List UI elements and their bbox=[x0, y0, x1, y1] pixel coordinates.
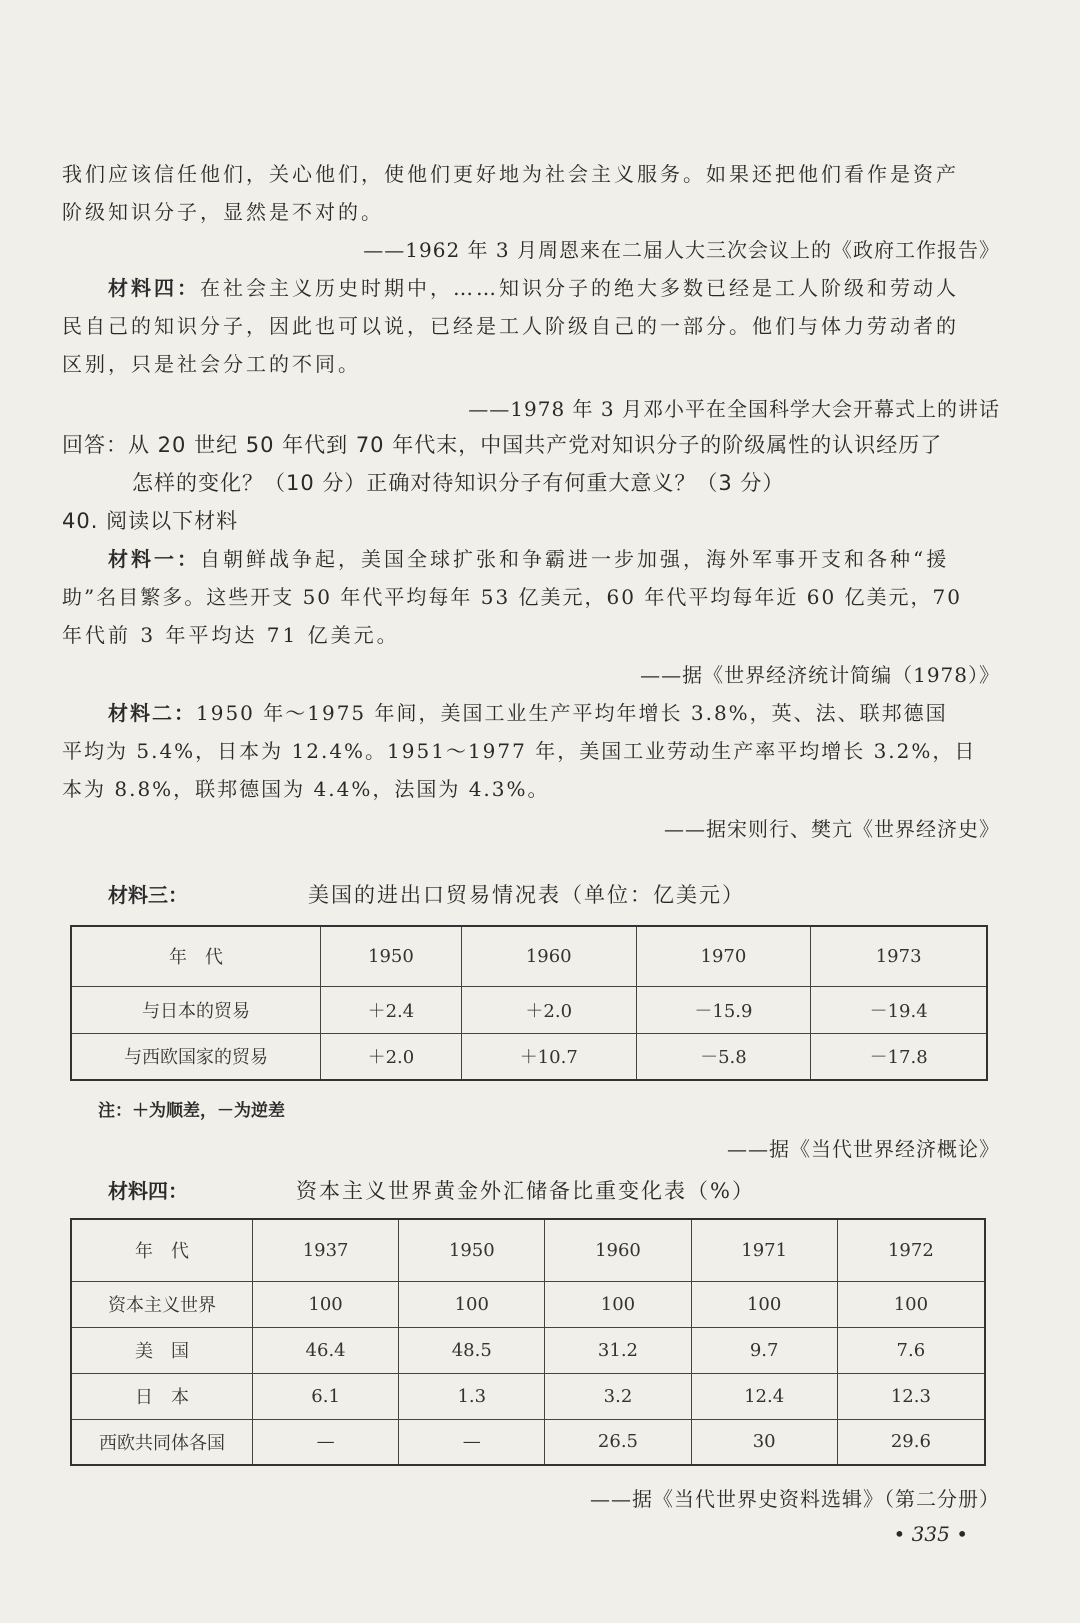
material-one-paragraph bbox=[108, 540, 1000, 578]
table-header-cell: 1950 bbox=[321, 926, 462, 986]
reserve-table bbox=[70, 1218, 986, 1466]
table-cell: 100 bbox=[399, 1281, 545, 1327]
table-row bbox=[71, 1419, 985, 1465]
table-header-cell: 1960 bbox=[461, 926, 636, 986]
table-header-cell: 1973 bbox=[811, 926, 987, 986]
table-cell: 46.4 bbox=[253, 1327, 399, 1373]
table-row bbox=[71, 1327, 985, 1373]
table-row bbox=[71, 1373, 985, 1419]
paragraph-line: 自朝鲜战争起，美国全球扩张和争霸进一步加强，海外军事开支和各种“援 bbox=[200, 547, 950, 571]
table-cell: ＋2.0 bbox=[461, 986, 636, 1033]
table-cell: 100 bbox=[691, 1281, 837, 1327]
table-cell: 与日本的贸易 bbox=[71, 986, 321, 1033]
table-cell: 100 bbox=[253, 1281, 399, 1327]
table-header-cell: 1971 bbox=[691, 1219, 837, 1281]
source-citation: ——据《当代世界史资料选辑》（第二分册） bbox=[590, 1487, 1000, 1511]
table-cell: ＋10.7 bbox=[461, 1033, 636, 1080]
material-two-paragraph bbox=[108, 694, 1000, 732]
material-four-paragraph bbox=[108, 269, 1000, 307]
table-cell: 3.2 bbox=[545, 1373, 691, 1419]
table-cell: －5.8 bbox=[636, 1033, 811, 1080]
page-number: • 335 • bbox=[893, 1522, 968, 1546]
table-cell: 48.5 bbox=[399, 1327, 545, 1373]
table-header-cell: 1970 bbox=[636, 926, 811, 986]
table-header-cell: 1937 bbox=[253, 1219, 399, 1281]
table-cell: 日 本 bbox=[71, 1373, 253, 1419]
paragraph-line: 在社会主义历史时期中，……知识分子的绝大多数已经是工人阶级和劳动人 bbox=[200, 276, 959, 300]
table-cell: 100 bbox=[545, 1281, 691, 1327]
table-cell: －15.9 bbox=[636, 986, 811, 1033]
material-label: 材料一： bbox=[108, 547, 200, 571]
table-cell: 西欧共同体各国 bbox=[71, 1419, 253, 1465]
table-header-cell: 1972 bbox=[837, 1219, 985, 1281]
material-label: 材料三： bbox=[108, 883, 188, 907]
question-number: 40. 阅读以下材料 bbox=[62, 509, 239, 533]
table-cell: 1.3 bbox=[399, 1373, 545, 1419]
material-label: 材料四： bbox=[108, 276, 200, 300]
table-header-cell: 1960 bbox=[545, 1219, 691, 1281]
trade-table bbox=[70, 925, 988, 1081]
table-cell: 30 bbox=[691, 1419, 837, 1465]
table-cell: ＋2.0 bbox=[321, 1033, 462, 1080]
table-row bbox=[71, 986, 987, 1033]
table-cell: 资本主义世界 bbox=[71, 1281, 253, 1327]
table-header-cell: 1950 bbox=[399, 1219, 545, 1281]
table-header-cell: 年 代 bbox=[71, 926, 321, 986]
table-cell: 6.1 bbox=[253, 1373, 399, 1419]
table-cell: 31.2 bbox=[545, 1327, 691, 1373]
paragraph-line: 平均为 5.4%，日本为 12.4%。1951～1977 年，美国工业劳动生产率平均增长 3.2%，日 bbox=[62, 739, 977, 763]
source-citation: ——1978 年 3 月邓小平在全国科学大会开幕式上的讲话 bbox=[468, 397, 1000, 421]
table-title: 资本主义世界黄金外汇储备比重变化表（%） bbox=[296, 1179, 755, 1203]
table-cell: 美 国 bbox=[71, 1327, 253, 1373]
table-cell: 29.6 bbox=[837, 1419, 985, 1465]
question-line: 怎样的变化？（10 分）正确对待知识分子有何重大意义？（3 分） bbox=[132, 471, 785, 495]
table-cell: ＋2.4 bbox=[321, 986, 462, 1033]
source-citation: ——据《世界经济统计简编（1978）》 bbox=[640, 663, 1000, 687]
table-cell: 100 bbox=[837, 1281, 985, 1327]
paragraph-line: 本为 8.8%，联邦德国为 4.4%，法国为 4.3%。 bbox=[62, 777, 550, 801]
table-cell: 9.7 bbox=[691, 1327, 837, 1373]
table-row bbox=[71, 1281, 985, 1327]
table-header-row bbox=[71, 926, 987, 986]
paragraph-line: 我们应该信任他们，关心他们，使他们更好地为社会主义服务。如果还把他们看作是资产 bbox=[62, 162, 959, 186]
paragraph-line: 助”名目繁多。这些开支 50 年代平均每年 53 亿美元，60 年代平均每年近 60 亿美元，70 bbox=[62, 585, 962, 609]
table-cell: — bbox=[399, 1419, 545, 1465]
table-cell: －17.8 bbox=[811, 1033, 987, 1080]
paragraph-line: 民自己的知识分子，因此也可以说，已经是工人阶级自己的一部分。他们与体力劳动者的 bbox=[62, 314, 959, 338]
table-cell: 26.5 bbox=[545, 1419, 691, 1465]
table-row bbox=[71, 1033, 987, 1080]
table-header-row bbox=[71, 1219, 985, 1281]
table-cell: 12.3 bbox=[837, 1373, 985, 1419]
question-line: 回答：从 20 世纪 50 年代到 70 年代末，中国共产党对知识分子的阶级属性的认识经历了 bbox=[62, 433, 943, 457]
table-note: 注：＋为顺差，－为逆差 bbox=[98, 1101, 285, 1121]
source-citation: ——据宋则行、樊亢《世界经济史》 bbox=[664, 817, 1000, 841]
paragraph-line: 1950 年～1975 年间，美国工业生产平均年增长 3.8%，英、法、联邦德国 bbox=[196, 701, 948, 725]
table-cell: 与西欧国家的贸易 bbox=[71, 1033, 321, 1080]
paragraph-line: 区别，只是社会分工的不同。 bbox=[62, 352, 361, 376]
table-header-cell: 年 代 bbox=[71, 1219, 253, 1281]
source-citation: ——1962 年 3 月周恩来在二届人大三次会议上的《政府工作报告》 bbox=[363, 238, 1000, 262]
table-cell: 12.4 bbox=[691, 1373, 837, 1419]
paragraph-line: 阶级知识分子，显然是不对的。 bbox=[62, 200, 384, 224]
table-cell: －19.4 bbox=[811, 986, 987, 1033]
table-cell: — bbox=[253, 1419, 399, 1465]
table-cell: 7.6 bbox=[837, 1327, 985, 1373]
paragraph-line: 年代前 3 年平均达 71 亿美元。 bbox=[62, 623, 400, 647]
material-label: 材料二： bbox=[108, 701, 196, 725]
source-citation: ——据《当代世界经济概论》 bbox=[727, 1137, 1000, 1161]
table-title: 美国的进出口贸易情况表（单位：亿美元） bbox=[308, 883, 745, 907]
material-label: 材料四： bbox=[108, 1179, 188, 1203]
